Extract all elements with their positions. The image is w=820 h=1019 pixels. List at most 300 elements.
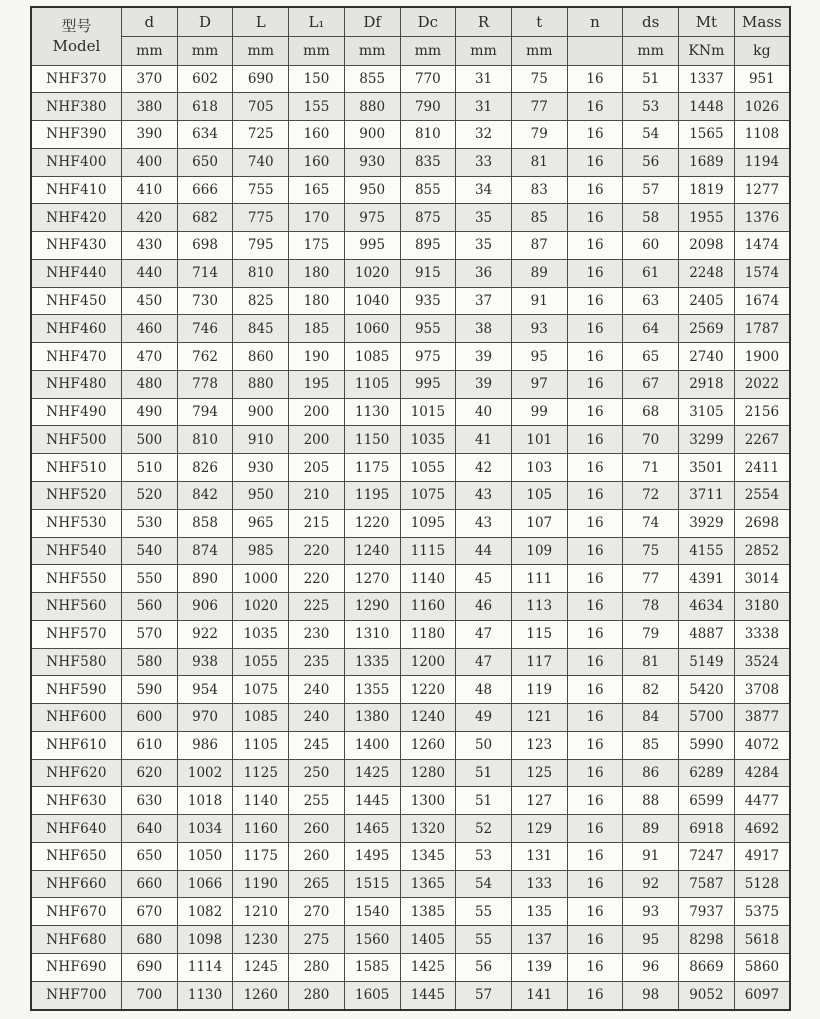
model-cell: NHF480 xyxy=(31,370,122,398)
cell-Df: 1290 xyxy=(344,593,400,621)
cell-d: 390 xyxy=(122,121,178,149)
cell-Mass: 2698 xyxy=(734,509,790,537)
cell-t: 133 xyxy=(511,870,567,898)
cell-n: 16 xyxy=(567,676,623,704)
table-row xyxy=(31,842,790,870)
cell-L1: 270 xyxy=(289,898,345,926)
cell-d: 440 xyxy=(122,259,178,287)
cell-L: 1020 xyxy=(233,593,289,621)
cell-R: 47 xyxy=(456,648,512,676)
cell-Mass: 1787 xyxy=(734,315,790,343)
column-header-n: n xyxy=(567,7,623,36)
cell-d: 700 xyxy=(122,981,178,1010)
cell-d: 430 xyxy=(122,232,178,260)
table-row xyxy=(31,148,790,176)
cell-R: 39 xyxy=(456,370,512,398)
cell-Mt: 3501 xyxy=(679,454,735,482)
cell-Mass: 4917 xyxy=(734,842,790,870)
cell-Mass: 1108 xyxy=(734,121,790,149)
cell-d: 460 xyxy=(122,315,178,343)
cell-Mass: 1376 xyxy=(734,204,790,232)
cell-R: 43 xyxy=(456,509,512,537)
cell-R: 48 xyxy=(456,676,512,704)
table-row xyxy=(31,93,790,121)
cell-Dc: 1280 xyxy=(400,759,456,787)
cell-t: 113 xyxy=(511,593,567,621)
cell-R: 31 xyxy=(456,93,512,121)
cell-D: 938 xyxy=(177,648,233,676)
table-row xyxy=(31,620,790,648)
cell-L1: 260 xyxy=(289,815,345,843)
cell-L1: 230 xyxy=(289,620,345,648)
cell-Mt: 2248 xyxy=(679,259,735,287)
cell-Dc: 835 xyxy=(400,148,456,176)
cell-Mt: 1448 xyxy=(679,93,735,121)
cell-n: 16 xyxy=(567,593,623,621)
column-unit-ds: mm xyxy=(623,36,679,65)
cell-R: 57 xyxy=(456,981,512,1010)
cell-D: 746 xyxy=(177,315,233,343)
cell-D: 1114 xyxy=(177,954,233,982)
cell-t: 141 xyxy=(511,981,567,1010)
cell-Df: 900 xyxy=(344,121,400,149)
cell-L1: 160 xyxy=(289,121,345,149)
model-cell: NHF540 xyxy=(31,537,122,565)
model-cell: NHF460 xyxy=(31,315,122,343)
table-row xyxy=(31,815,790,843)
cell-Mt: 7937 xyxy=(679,898,735,926)
cell-D: 618 xyxy=(177,93,233,121)
cell-D: 1034 xyxy=(177,815,233,843)
model-cell: NHF630 xyxy=(31,787,122,815)
cell-L1: 195 xyxy=(289,370,345,398)
cell-Dc: 1220 xyxy=(400,676,456,704)
cell-D: 698 xyxy=(177,232,233,260)
cell-n: 16 xyxy=(567,93,623,121)
cell-Mass: 1026 xyxy=(734,93,790,121)
model-header-en: Model xyxy=(52,37,101,56)
cell-t: 117 xyxy=(511,648,567,676)
cell-Df: 1220 xyxy=(344,509,400,537)
cell-Df: 930 xyxy=(344,148,400,176)
cell-R: 46 xyxy=(456,593,512,621)
cell-Df: 1335 xyxy=(344,648,400,676)
cell-R: 43 xyxy=(456,481,512,509)
cell-Mass: 5128 xyxy=(734,870,790,898)
cell-R: 51 xyxy=(456,787,512,815)
cell-Df: 1400 xyxy=(344,731,400,759)
table-row xyxy=(31,648,790,676)
cell-t: 93 xyxy=(511,315,567,343)
cell-Mt: 3299 xyxy=(679,426,735,454)
table-row xyxy=(31,954,790,982)
model-cell: NHF510 xyxy=(31,454,122,482)
cell-Df: 1270 xyxy=(344,565,400,593)
cell-n: 16 xyxy=(567,148,623,176)
cell-R: 55 xyxy=(456,926,512,954)
cell-Dc: 1180 xyxy=(400,620,456,648)
cell-R: 36 xyxy=(456,259,512,287)
cell-D: 842 xyxy=(177,481,233,509)
cell-d: 530 xyxy=(122,509,178,537)
cell-Mt: 6599 xyxy=(679,787,735,815)
cell-D: 650 xyxy=(177,148,233,176)
column-header-t: t xyxy=(511,7,567,36)
cell-Df: 995 xyxy=(344,232,400,260)
cell-d: 410 xyxy=(122,176,178,204)
cell-n: 16 xyxy=(567,454,623,482)
model-cell: NHF440 xyxy=(31,259,122,287)
cell-d: 470 xyxy=(122,343,178,371)
cell-Mass: 1674 xyxy=(734,287,790,315)
cell-Mass: 1900 xyxy=(734,343,790,371)
cell-Dc: 1365 xyxy=(400,870,456,898)
cell-D: 810 xyxy=(177,426,233,454)
cell-R: 37 xyxy=(456,287,512,315)
cell-Dc: 790 xyxy=(400,93,456,121)
cell-Mass: 2554 xyxy=(734,481,790,509)
cell-Df: 1355 xyxy=(344,676,400,704)
cell-Dc: 855 xyxy=(400,176,456,204)
cell-t: 85 xyxy=(511,204,567,232)
cell-t: 101 xyxy=(511,426,567,454)
cell-Dc: 1240 xyxy=(400,704,456,732)
cell-D: 874 xyxy=(177,537,233,565)
model-cell: NHF390 xyxy=(31,121,122,149)
cell-Mt: 6918 xyxy=(679,815,735,843)
cell-Df: 1085 xyxy=(344,343,400,371)
column-unit-t: mm xyxy=(511,36,567,65)
cell-ds: 98 xyxy=(623,981,679,1010)
cell-L: 1230 xyxy=(233,926,289,954)
table-row xyxy=(31,787,790,815)
cell-t: 99 xyxy=(511,398,567,426)
cell-D: 906 xyxy=(177,593,233,621)
table-row xyxy=(31,898,790,926)
cell-d: 500 xyxy=(122,426,178,454)
cell-Mass: 4477 xyxy=(734,787,790,815)
cell-Mass: 3877 xyxy=(734,704,790,732)
cell-ds: 88 xyxy=(623,787,679,815)
model-cell: NHF470 xyxy=(31,343,122,371)
cell-n: 16 xyxy=(567,315,623,343)
cell-D: 778 xyxy=(177,370,233,398)
cell-t: 103 xyxy=(511,454,567,482)
cell-Dc: 1405 xyxy=(400,926,456,954)
cell-ds: 89 xyxy=(623,815,679,843)
cell-d: 620 xyxy=(122,759,178,787)
column-unit-Mt: KNm xyxy=(679,36,735,65)
cell-L: 900 xyxy=(233,398,289,426)
cell-Dc: 1260 xyxy=(400,731,456,759)
cell-L1: 250 xyxy=(289,759,345,787)
cell-Mt: 3711 xyxy=(679,481,735,509)
table-row xyxy=(31,287,790,315)
cell-d: 630 xyxy=(122,787,178,815)
cell-L1: 280 xyxy=(289,954,345,982)
cell-t: 91 xyxy=(511,287,567,315)
cell-Mt: 9052 xyxy=(679,981,735,1010)
cell-R: 35 xyxy=(456,232,512,260)
cell-d: 580 xyxy=(122,648,178,676)
cell-R: 55 xyxy=(456,898,512,926)
column-unit-Dc: mm xyxy=(400,36,456,65)
column-header-Mass: Mass xyxy=(734,7,790,36)
cell-Mass: 3180 xyxy=(734,593,790,621)
cell-D: 682 xyxy=(177,204,233,232)
cell-n: 16 xyxy=(567,65,623,93)
cell-Mt: 2569 xyxy=(679,315,735,343)
cell-Df: 1605 xyxy=(344,981,400,1010)
cell-R: 45 xyxy=(456,565,512,593)
cell-t: 139 xyxy=(511,954,567,982)
cell-n: 16 xyxy=(567,287,623,315)
model-cell: NHF370 xyxy=(31,65,122,93)
cell-n: 16 xyxy=(567,704,623,732)
column-header-d: d xyxy=(122,7,178,36)
cell-n: 16 xyxy=(567,954,623,982)
cell-t: 119 xyxy=(511,676,567,704)
model-cell: NHF550 xyxy=(31,565,122,593)
cell-R: 38 xyxy=(456,315,512,343)
cell-Mt: 6289 xyxy=(679,759,735,787)
cell-Mt: 5149 xyxy=(679,648,735,676)
cell-L: 1125 xyxy=(233,759,289,787)
cell-d: 490 xyxy=(122,398,178,426)
cell-Mass: 3014 xyxy=(734,565,790,593)
cell-Df: 975 xyxy=(344,204,400,232)
cell-L: 1055 xyxy=(233,648,289,676)
cell-Df: 1495 xyxy=(344,842,400,870)
model-cell: NHF650 xyxy=(31,842,122,870)
table-row xyxy=(31,204,790,232)
cell-ds: 75 xyxy=(623,537,679,565)
cell-Df: 1540 xyxy=(344,898,400,926)
cell-Dc: 1200 xyxy=(400,648,456,676)
table-body xyxy=(31,65,790,1010)
cell-L: 810 xyxy=(233,259,289,287)
cell-L1: 190 xyxy=(289,343,345,371)
model-cell: NHF410 xyxy=(31,176,122,204)
cell-Dc: 1075 xyxy=(400,481,456,509)
cell-D: 954 xyxy=(177,676,233,704)
cell-t: 129 xyxy=(511,815,567,843)
cell-L: 950 xyxy=(233,481,289,509)
cell-ds: 77 xyxy=(623,565,679,593)
cell-ds: 70 xyxy=(623,426,679,454)
cell-Mass: 3338 xyxy=(734,620,790,648)
cell-R: 52 xyxy=(456,815,512,843)
cell-d: 400 xyxy=(122,148,178,176)
cell-d: 590 xyxy=(122,676,178,704)
cell-L: 740 xyxy=(233,148,289,176)
cell-L1: 245 xyxy=(289,731,345,759)
table-row xyxy=(31,731,790,759)
cell-Mass: 2267 xyxy=(734,426,790,454)
column-unit-R: mm xyxy=(456,36,512,65)
cell-ds: 64 xyxy=(623,315,679,343)
cell-Mt: 1955 xyxy=(679,204,735,232)
column-header-Dc: Dc xyxy=(400,7,456,36)
cell-Dc: 1300 xyxy=(400,787,456,815)
cell-n: 16 xyxy=(567,370,623,398)
cell-L: 1175 xyxy=(233,842,289,870)
model-cell: NHF560 xyxy=(31,593,122,621)
cell-D: 970 xyxy=(177,704,233,732)
cell-Df: 950 xyxy=(344,176,400,204)
cell-L1: 215 xyxy=(289,509,345,537)
cell-n: 16 xyxy=(567,926,623,954)
cell-t: 135 xyxy=(511,898,567,926)
cell-R: 33 xyxy=(456,148,512,176)
table-row xyxy=(31,343,790,371)
cell-ds: 91 xyxy=(623,842,679,870)
cell-d: 420 xyxy=(122,204,178,232)
cell-ds: 96 xyxy=(623,954,679,982)
table-row xyxy=(31,65,790,93)
cell-D: 1082 xyxy=(177,898,233,926)
cell-Mass: 6097 xyxy=(734,981,790,1010)
cell-t: 79 xyxy=(511,121,567,149)
model-cell: NHF520 xyxy=(31,481,122,509)
cell-d: 680 xyxy=(122,926,178,954)
cell-ds: 81 xyxy=(623,648,679,676)
cell-Df: 1585 xyxy=(344,954,400,982)
cell-L: 795 xyxy=(233,232,289,260)
cell-d: 690 xyxy=(122,954,178,982)
cell-Mass: 3708 xyxy=(734,676,790,704)
cell-n: 16 xyxy=(567,565,623,593)
model-cell: NHF670 xyxy=(31,898,122,926)
cell-Df: 1105 xyxy=(344,370,400,398)
cell-L1: 160 xyxy=(289,148,345,176)
cell-Df: 1380 xyxy=(344,704,400,732)
cell-t: 81 xyxy=(511,148,567,176)
cell-L1: 220 xyxy=(289,537,345,565)
cell-n: 16 xyxy=(567,537,623,565)
cell-Df: 1130 xyxy=(344,398,400,426)
model-cell: NHF700 xyxy=(31,981,122,1010)
cell-ds: 56 xyxy=(623,148,679,176)
cell-Dc: 935 xyxy=(400,287,456,315)
cell-Mt: 4634 xyxy=(679,593,735,621)
table-row xyxy=(31,565,790,593)
cell-L1: 205 xyxy=(289,454,345,482)
cell-n: 16 xyxy=(567,870,623,898)
cell-Mt: 1819 xyxy=(679,176,735,204)
cell-n: 16 xyxy=(567,842,623,870)
model-cell: NHF420 xyxy=(31,204,122,232)
column-header-L: L xyxy=(233,7,289,36)
cell-Mass: 1194 xyxy=(734,148,790,176)
cell-D: 666 xyxy=(177,176,233,204)
cell-n: 16 xyxy=(567,981,623,1010)
cell-L1: 165 xyxy=(289,176,345,204)
cell-R: 47 xyxy=(456,620,512,648)
cell-t: 95 xyxy=(511,343,567,371)
cell-L1: 200 xyxy=(289,398,345,426)
cell-Mt: 3929 xyxy=(679,509,735,537)
cell-L1: 240 xyxy=(289,704,345,732)
model-cell: NHF620 xyxy=(31,759,122,787)
cell-Df: 880 xyxy=(344,93,400,121)
cell-L: 985 xyxy=(233,537,289,565)
cell-n: 16 xyxy=(567,509,623,537)
cell-t: 89 xyxy=(511,259,567,287)
table-row xyxy=(31,232,790,260)
cell-L: 725 xyxy=(233,121,289,149)
cell-Mass: 5618 xyxy=(734,926,790,954)
cell-L: 1085 xyxy=(233,704,289,732)
cell-R: 54 xyxy=(456,870,512,898)
table-row xyxy=(31,870,790,898)
cell-Mass: 3524 xyxy=(734,648,790,676)
cell-Mass: 4284 xyxy=(734,759,790,787)
cell-ds: 71 xyxy=(623,454,679,482)
cell-D: 858 xyxy=(177,509,233,537)
cell-d: 600 xyxy=(122,704,178,732)
column-unit-n xyxy=(567,36,623,65)
cell-Df: 1195 xyxy=(344,481,400,509)
cell-Dc: 915 xyxy=(400,259,456,287)
model-cell: NHF490 xyxy=(31,398,122,426)
cell-n: 16 xyxy=(567,759,623,787)
cell-Mt: 2098 xyxy=(679,232,735,260)
cell-Dc: 975 xyxy=(400,343,456,371)
cell-R: 49 xyxy=(456,704,512,732)
cell-L1: 180 xyxy=(289,287,345,315)
table-row xyxy=(31,704,790,732)
cell-R: 56 xyxy=(456,954,512,982)
cell-L1: 185 xyxy=(289,315,345,343)
cell-R: 53 xyxy=(456,842,512,870)
cell-ds: 61 xyxy=(623,259,679,287)
table-row xyxy=(31,981,790,1010)
column-unit-d: mm xyxy=(122,36,178,65)
cell-L: 1140 xyxy=(233,787,289,815)
cell-L: 1075 xyxy=(233,676,289,704)
model-cell: NHF580 xyxy=(31,648,122,676)
cell-ds: 63 xyxy=(623,287,679,315)
cell-R: 32 xyxy=(456,121,512,149)
model-cell: NHF450 xyxy=(31,287,122,315)
table-row xyxy=(31,370,790,398)
cell-ds: 74 xyxy=(623,509,679,537)
table-header xyxy=(31,7,790,65)
cell-d: 570 xyxy=(122,620,178,648)
cell-Mt: 2740 xyxy=(679,343,735,371)
table-row xyxy=(31,398,790,426)
cell-ds: 78 xyxy=(623,593,679,621)
cell-Df: 855 xyxy=(344,65,400,93)
cell-d: 520 xyxy=(122,481,178,509)
cell-D: 1098 xyxy=(177,926,233,954)
cell-Mt: 2405 xyxy=(679,287,735,315)
cell-t: 97 xyxy=(511,370,567,398)
cell-n: 16 xyxy=(567,343,623,371)
cell-L1: 200 xyxy=(289,426,345,454)
table-row xyxy=(31,176,790,204)
cell-D: 714 xyxy=(177,259,233,287)
cell-L1: 180 xyxy=(289,259,345,287)
model-cell: NHF380 xyxy=(31,93,122,121)
cell-D: 1130 xyxy=(177,981,233,1010)
cell-Dc: 995 xyxy=(400,370,456,398)
cell-t: 75 xyxy=(511,65,567,93)
cell-t: 131 xyxy=(511,842,567,870)
cell-Df: 1060 xyxy=(344,315,400,343)
cell-n: 16 xyxy=(567,426,623,454)
